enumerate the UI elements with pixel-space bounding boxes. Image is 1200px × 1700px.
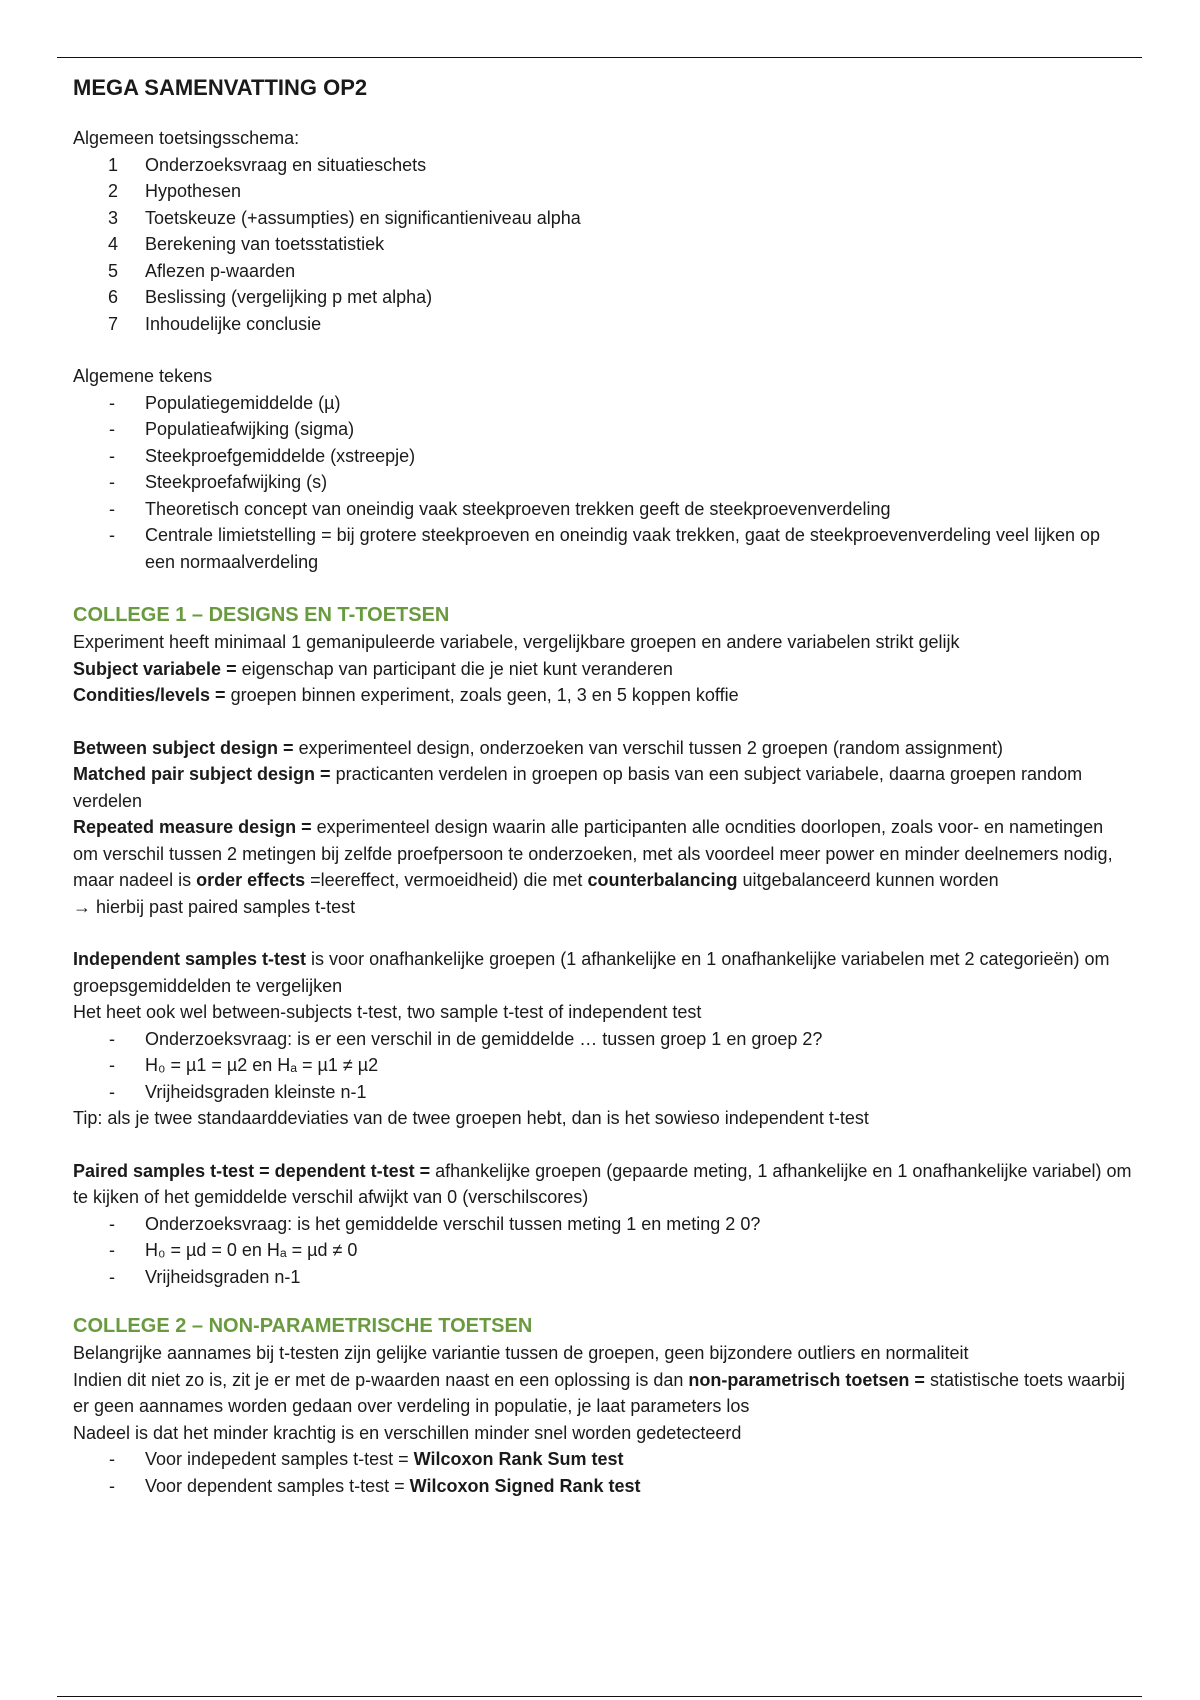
list-item: - Onderzoeksvraag: is het gemiddelde verschil tussen meting 1 en meting 2 0? bbox=[109, 1213, 761, 1234]
independent-test-line: Independent samples t-test is voor onafhankelijke groepen (1 afhankelijke en 1 onafhankelijke variabelen met 2 categorieën) om groepsgemiddelden te vergelijken bbox=[73, 949, 1110, 996]
college1-heading: COLLEGE 1 – DESIGNS EN T-TOETSEN bbox=[73, 604, 450, 626]
document-title: MEGA SAMENVATTING OP2 bbox=[73, 75, 368, 100]
schema-step: 2 Hypothesen bbox=[108, 181, 242, 201]
schema-step: 7 Inhoudelijke conclusie bbox=[108, 313, 322, 334]
schema-step: 6 Beslissing (vergelijking p met alpha) bbox=[108, 287, 433, 307]
schema-step: 3 Toetskeuze (+assumpties) en significantieniveau alpha bbox=[108, 207, 581, 228]
list-item: - Vrijheidsgraden kleinste n-1 bbox=[109, 1081, 367, 1102]
paired-test-line: Paired samples t-test = dependent t-test = afhankelijke groepen (gepaarde meting, 1 afhankelijke en 1 onafhankelijke variabel) om te kijken of het gemiddelde verschil afwijkt van 0 (verschilscores) bbox=[73, 1160, 1132, 1207]
top-rule bbox=[57, 57, 1142, 58]
list-item: - H₀ = µ1 = µ2 en Hₐ = µ1 ≠ µ2 bbox=[109, 1055, 379, 1075]
independent-aka-line: Het heet ook wel between-subjects t-test, two sample t-test of independent test bbox=[73, 1002, 702, 1022]
subject-variabele-line: Subject variabele = eigenschap van participant die je niet kunt veranderen bbox=[73, 658, 673, 679]
list-item: - Steekproefafwijking (s) bbox=[109, 472, 328, 492]
schema-step: 4 Berekening van toetsstatistiek bbox=[108, 234, 385, 254]
list-item: - Theoretisch concept van oneindig vaak steekproeven trekken geeft de steekproevenverdeling bbox=[109, 498, 891, 519]
college2-line2: Indien dit niet zo is, zit je er met de p-waarden naast en een oplossing is dan non-parametrisch toetsen = statistische toets waarbij er geen aannames worden gedaan over verdeling in populatie, je laat parameters los bbox=[73, 1369, 1126, 1416]
condities-line: Condities/levels = groepen binnen experiment, zoals geen, 1, 3 en 5 koppen koffie bbox=[73, 685, 739, 705]
schema-step: 5 Aflezen p-waarden bbox=[108, 260, 296, 281]
paired-test-note: → hierbij past paired samples t-test bbox=[73, 896, 356, 917]
independent-list bbox=[73, 1026, 1133, 1106]
between-design-line: Between subject design = experimenteel design, onderzoeken van verschil tussen 2 groepen (random assignment) bbox=[73, 737, 1003, 758]
list-item: - Voor indepedent samples t-test = Wilcoxon Rank Sum test bbox=[109, 1449, 624, 1469]
list-item: - Vrijheidsgraden n-1 bbox=[109, 1266, 301, 1287]
list-item: - Voor dependent samples t-test = Wilcoxon Signed Rank test bbox=[109, 1475, 641, 1496]
tip-line: Tip: als je twee standaarddeviaties van de twee groepen hebt, dan is het sowieso independent t-test bbox=[73, 1108, 869, 1128]
college2-line1: Belangrijke aannames bij t-testen zijn gelijke variantie tussen de groepen, geen bijzondere outliers en normaliteit bbox=[73, 1343, 969, 1363]
schema-heading: Algemeen toetsingsschema: bbox=[73, 128, 300, 148]
schema-steps-list bbox=[73, 152, 1133, 338]
list-item: - Onderzoeksvraag: is er een verschil in de gemiddelde … tussen groep 1 en groep 2? bbox=[109, 1028, 823, 1049]
college2-line3: Nadeel is dat het minder krachtig is en verschillen minder snel worden gedetecteerd bbox=[73, 1422, 742, 1443]
bottom-rule bbox=[57, 1696, 1142, 1697]
repeated-design-line: Repeated measure design = experimenteel design waarin alle participanten alle ocndities doorlopen, zoals voor- en nametingen om verschil tussen 2 metingen bij zelfde proefpersoon te onderzoeken, met als voordeel meer power en minder deelnemers nodig, maar nadeel is order effects =leereffect, vermoeidheid) die met counterbalancing uitgebalanceerd kunnen worden bbox=[73, 817, 1113, 890]
list-item: - Populatiegemiddelde (µ) bbox=[109, 392, 341, 413]
list-item: - Populatieafwijking (sigma) bbox=[109, 419, 355, 439]
college1-intro: Experiment heeft minimaal 1 gemanipuleerde variabele, vergelijkbare groepen en andere variabelen strikt gelijk bbox=[73, 632, 960, 652]
wilcoxon-list bbox=[73, 1446, 1133, 1499]
college2-section bbox=[73, 1312, 1133, 1499]
list-item: - H₀ = µd = 0 en Hₐ = µd ≠ 0 bbox=[109, 1240, 358, 1260]
toetsingsschema-section bbox=[73, 125, 1133, 337]
matched-design-line: Matched pair subject design = practicanten verdelen in groepen op basis van een subject variabele, daarna groepen random verdelen bbox=[73, 764, 1083, 811]
schema-step: 1 Onderzoeksvraag en situatieschets bbox=[108, 154, 427, 175]
tekens-list bbox=[73, 390, 1133, 576]
list-item: - Steekproefgemiddelde (xstreepje) bbox=[109, 445, 416, 466]
paired-list bbox=[73, 1211, 1133, 1291]
document-page bbox=[73, 73, 1133, 1499]
college1-section bbox=[73, 601, 1133, 1290]
tekens-section bbox=[73, 363, 1133, 575]
tekens-heading: Algemene tekens bbox=[73, 366, 213, 386]
college2-heading: COLLEGE 2 – NON-PARAMETRISCHE TOETSEN bbox=[73, 1315, 533, 1337]
list-item: - Centrale limietstelling = bij grotere steekproeven en oneindig vaak trekken, gaat de steekproevenverdeling veel lijken op een normaalverdeling bbox=[109, 525, 1101, 572]
